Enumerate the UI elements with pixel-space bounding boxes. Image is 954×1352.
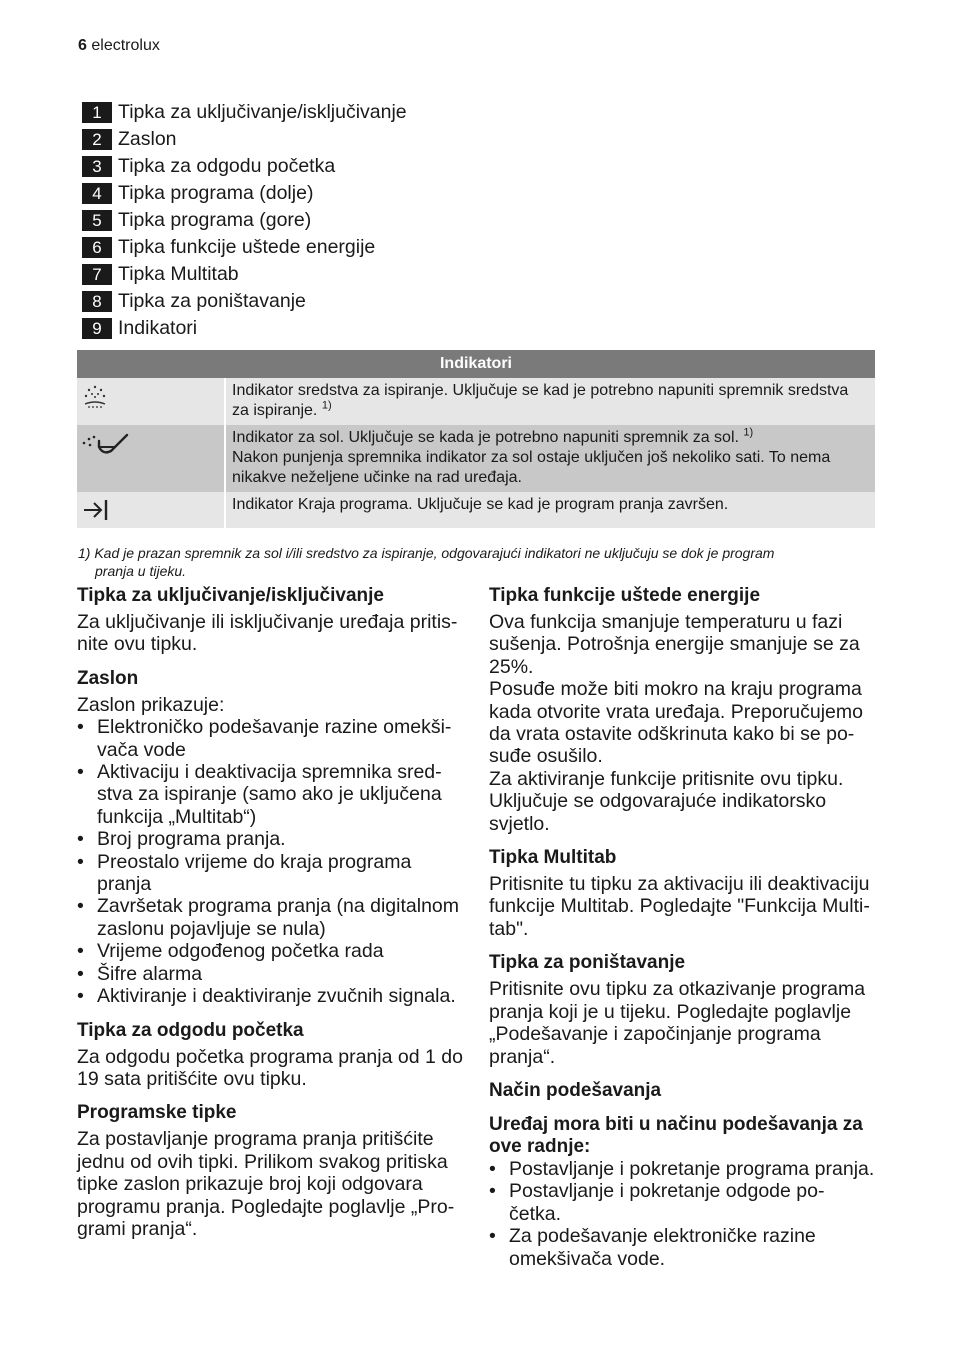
footnote-ref: 1) [321,399,332,412]
icon-cell [77,492,225,528]
list-item [82,261,407,288]
table-row [77,378,875,425]
list-item: • Elektroničko podešavanje razine omekši- vača vode [77,716,465,761]
section-heading: Tipka za uključivanje/isključivanje [77,585,384,606]
brand-name: electrolux [91,37,160,54]
list-item [82,288,407,315]
section-subheading: Uređaj mora biti u načinu podešavanja za ove radnje: [489,1113,863,1157]
section-heading: Tipka za odgodu početka [77,1019,304,1041]
list-item [82,234,407,261]
display-features-list [77,716,465,1007]
list-item: • Postavljanje i pokretanje programa pranja. [489,1158,877,1180]
indicator-description [225,425,875,492]
table-footnote [78,544,868,580]
section-body: Za aktiviranje funkcije pritisnite ovu tipku. Uključuje se odgovarajuće indikatorsko svjetlo. [489,767,844,835]
salt-text-extra: Nakon punjenja spremnika indikator za sol ostaje uključen još nekoliko sati. To nema nikakve neželjene učinke na rad uređaja. [232,449,831,486]
rinse-aid-text: Indikator sredstva za ispiranje. Uključuje se kad je potrebno napuniti spremnik sredstva za ispiranje. [232,382,849,419]
footnote-ref: 1) [743,426,754,439]
item-number: 9 [82,318,112,339]
list-item [82,153,407,180]
item-label: Zaslon [118,128,177,150]
section-body: Pritisnite ovu tipku za otkazivanje programa pranja koji je u tijeku. Pogledajte poglavlje „Podešavanje i započinjanje programa pranja“. [489,978,866,1068]
item-number: 2 [82,129,112,150]
list-item: • Preostalo vrijeme do kraja programa pranja [77,851,465,896]
item-label: Tipka Multitab [118,263,239,285]
list-item: • Za podešavanje elektroničke razine omekšivača vode. [489,1225,877,1270]
indicators-table [77,350,875,528]
item-label: Tipka za odgodu početka [118,155,336,177]
list-item: • Šifre alarma [77,963,465,985]
left-column [77,585,465,1240]
item-number: 4 [82,183,112,204]
section-heading: Tipka za poništavanje [489,952,686,974]
list-item [82,180,407,207]
list-item: • Broj programa pranja. [77,828,465,850]
icon-cell [77,425,225,492]
item-number: 6 [82,237,112,258]
section-heading: Tipka Multitab [489,847,617,869]
list-item [82,126,407,153]
table-header-row [77,350,875,378]
section-intro: Zaslon prikazuje: [77,693,225,716]
list-item [82,207,407,234]
section-heading: Zaslon [77,667,139,689]
table-row [77,492,875,528]
salt-icon [81,431,129,459]
list-item [82,99,407,126]
control-panel-legend [82,99,407,342]
list-item: • Aktivaciju i deaktivacija spremnika sred- stva za ispiranje (samo ako je uključena funkcija „Multitab“) [77,761,465,828]
list-item: • Završetak programa pranja (na digitalnom zaslonu pojavljuje se nula) [77,895,465,940]
list-item: • Aktiviranje i deaktiviranje zvučnih signala. [77,985,465,1007]
end-text: Indikator Kraja programa. Uključuje se kad je program pranja završen. [232,496,729,513]
section-body: Pritisnite tu tipku za aktivaciju ili deaktivaciju funkcije Multitab. Pogledajte "Funkcija Multi- tab". [489,873,870,940]
item-number: 8 [82,291,112,312]
item-number: 7 [82,264,112,285]
footnote-line-1: Kad je prazan spremnik za sol i/ili sredstvo za ispiranje, odgovarajući indikatori ne uključuju se dok je program [94,545,775,561]
section-body: Posuđe može biti mokro na kraju programa kada otvorite vrata uređaja. Preporučujemo da vrata ostavite odškrinuta kako bi se po- suđe osušilo. [489,678,863,768]
item-number: 5 [82,210,112,231]
icon-cell [77,378,225,425]
right-column [489,585,877,1270]
item-label: Tipka za uključivanje/isključivanje [118,101,407,123]
section-body: Ova funkcija smanjuje temperaturu u fazi sušenja. Potrošnja energije smanjuje se za 25%. [489,611,860,678]
section-heading: Način podešavanja [489,1079,662,1101]
section-heading: Programske tipke [77,1102,237,1124]
item-number: 3 [82,156,112,177]
item-label: Tipka funkcije uštede energije [118,236,376,258]
section-body: Za odgodu početka programa pranja od 1 do 19 sata pritišćite ovu tipku. [77,1045,463,1090]
indicator-description [225,378,875,425]
rinse-aid-icon [81,384,109,410]
item-number: 1 [82,102,112,123]
item-label: Tipka programa (gore) [118,209,312,231]
page-header [78,37,160,55]
setting-mode-list [489,1158,877,1270]
salt-text: Indikator za sol. Uključuje se kada je potrebno napuniti spremnik za sol. [232,429,739,446]
footnote-line-2: pranja u tijeku. [95,563,187,579]
section-body: Za uključivanje ili isključivanje uređaja pritis- nite ovu tipku. [77,611,458,656]
list-item: • Postavljanje i pokretanje odgode po- četka. [489,1180,877,1225]
item-label: Tipka programa (dolje) [118,182,314,204]
footnote-mark: 1) [78,545,91,561]
indicators-table-title: Indikatori [77,350,875,378]
table-row [77,425,875,492]
item-label: Tipka za poništavanje [118,290,306,312]
item-label: Indikatori [118,317,198,339]
section-heading: Tipka funkcije uštede energije [489,585,761,606]
page-number: 6 [78,37,87,54]
list-item [82,315,407,342]
indicator-description [225,492,875,528]
end-of-programme-icon [81,498,111,522]
list-item: • Vrijeme odgođenog početka rada [77,940,465,962]
section-body: Za postavljanje programa pranja pritišćite jednu od ovih tipki. Prilikom svakog pritiska tipke zaslon prikazuje broj koji odgovara programu pranja. Pogledajte poglavlje „Pro- grami pranja“. [77,1128,455,1240]
